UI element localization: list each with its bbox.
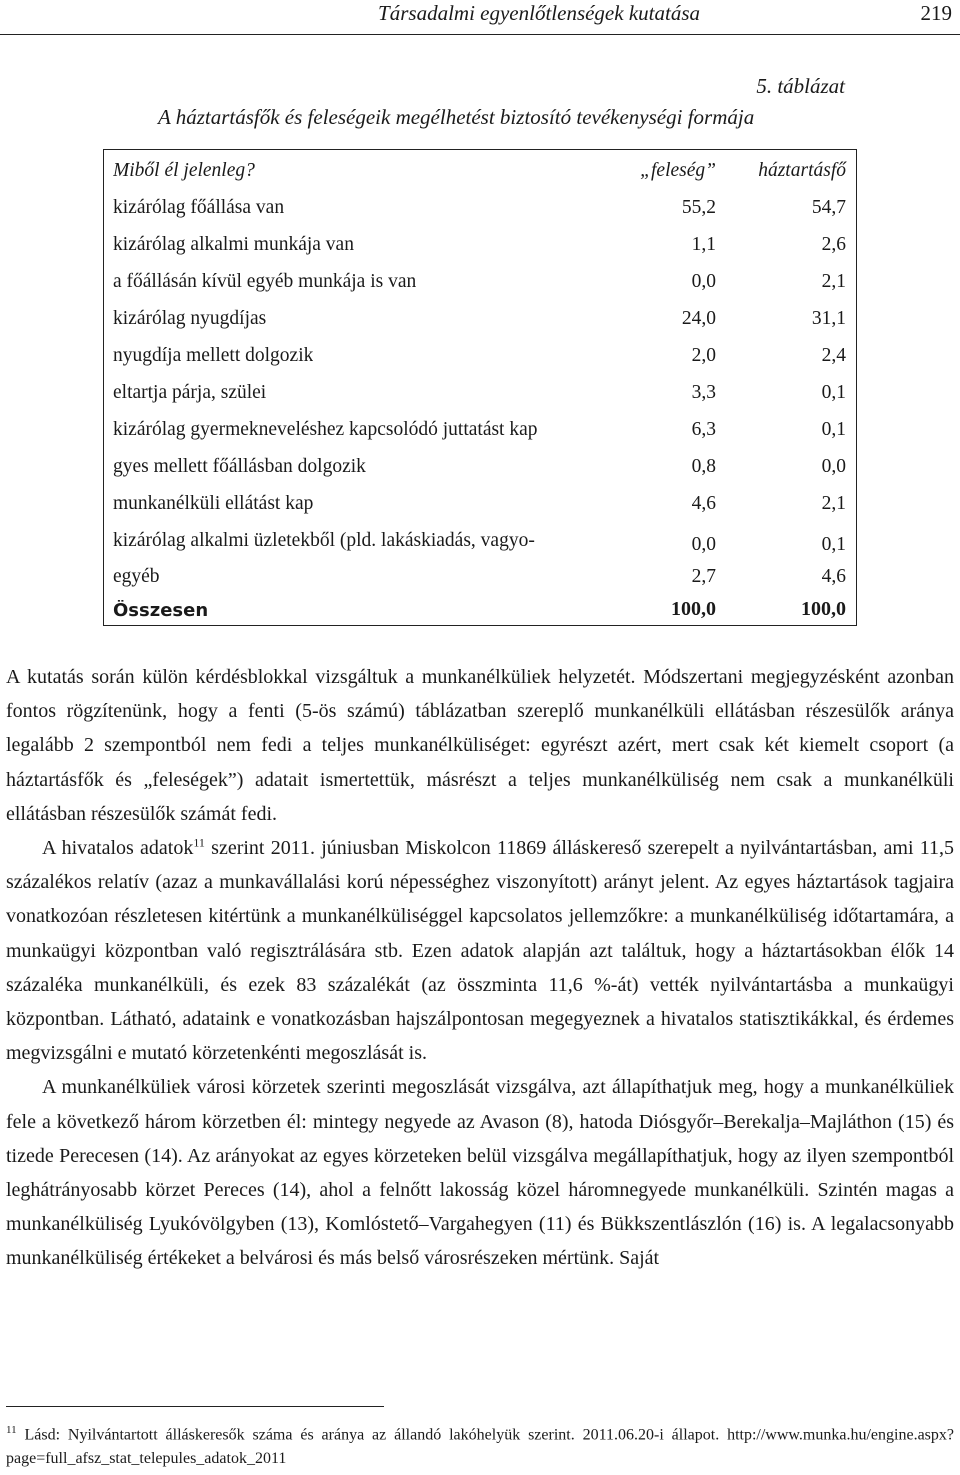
row-value-wife: 3,3: [691, 382, 716, 403]
row-value-wife: 2,7: [691, 566, 716, 587]
footnote-text: Lásd: Nyilvántartott álláskeresők száma és aránya az állandó lakóhelyük szerint. 2011.06.20-i állapot. http://www.munka.hu/engine.aspx?page=full_afsz_stat_telepules_adatok_2011: [6, 1426, 954, 1468]
row-value-head: 0,1: [821, 382, 846, 403]
row-label: a főállásán kívül egyéb munkája is van: [113, 271, 417, 292]
row-value-wife: 55,2: [681, 197, 716, 218]
total-value-wife: 100,0: [671, 598, 716, 620]
row-label: kizárólag főállása van: [113, 197, 285, 218]
table-row: [104, 487, 856, 523]
table-row: [104, 376, 856, 412]
total-value-head: 100,0: [801, 598, 846, 620]
table-title: A háztartásfők és feleségeik megélhetést biztosító tevékenységi formája: [158, 105, 755, 129]
row-value-head: 2,1: [821, 493, 846, 514]
running-header: [0, 0, 960, 35]
row-value-wife: 24,0: [681, 308, 716, 329]
footnote: [6, 1418, 954, 1471]
data-table: [103, 149, 857, 626]
paragraph-text: A hivatalos adatok: [42, 837, 194, 860]
footnote-divider: [6, 1406, 384, 1407]
table-row: [104, 413, 856, 449]
row-value-wife: 0,0: [691, 534, 716, 555]
row-value-wife: 0,0: [691, 271, 716, 292]
table-row: [104, 265, 856, 301]
row-value-head: 31,1: [811, 308, 846, 329]
row-label: munkanélküli ellátást kap: [113, 493, 314, 514]
table-row: [104, 339, 856, 375]
paragraph: A kutatás során külön kérdésblokkal vizsgáltuk a munkanélküliek helyzetét. Módszertani megjegyzésként azonban fontos rögzítenünk, hogy a fenti (5-ös számú) táblázatban szereplő munkanélküli ellátásban részesülők aránya legalább 2 szempontból nem fedi a teljes munkanélküliséget: egyrészt azért, mert csak két kiemelt csoport (a háztartásfők és „feleségek”) adatait ismertettük, másrészt a teljes munkanélküliség nem csak a munkanélküli ellátásban részesülők számát fedi.: [6, 666, 954, 825]
row-value-wife: 1,1: [691, 234, 716, 255]
footnote-number: 11: [6, 1424, 17, 1436]
row-value-wife: 4,6: [691, 493, 716, 514]
table-header-row: [104, 154, 856, 190]
row-value-head: 2,4: [821, 345, 846, 366]
paragraph: [6, 831, 954, 1070]
paragraph: A munkanélküliek városi körzetek szerinti megoszlását vizsgálva, azt állapíthatjuk meg, hogy a munkanélküliek fele a következő három körzetben él: mintegy negyede az Avason (8), hatoda Diósgyőr–Berekalja–Majláthon (15) és tizede Perecesen (14). Az arányokat az egyes körzeteken belül vizsgálva megállapíthatjuk, hogy az ilyen szempontból leghátrányosabb körzet Pereces (14), ahol a felnőtt lakosság közel háromnegyede munkanélküli. Szintén magas a munkanélküliség Lyukóvölgyben (13), Komlóstető–Vargahegyen (11) és Bükkszentlászlón (16) is. A legalacsonyabb munkanélküliség értékeket a belvárosi és más belső városrészeken mértünk. Saját: [6, 1076, 954, 1270]
row-label: kizárólag nyugdíjas: [113, 308, 267, 329]
table-number: 5. táblázat: [756, 74, 845, 98]
row-label: egyéb: [113, 566, 160, 587]
table-total-row: [104, 592, 856, 628]
column-header-label: Miből él jelenleg?: [113, 160, 255, 181]
table-row: [104, 524, 856, 560]
row-label: gyes mellett főállásban dolgozik: [113, 456, 366, 477]
column-header-head: háztartásfő: [758, 160, 846, 181]
body-text: [6, 660, 954, 1276]
row-label: kizárólag alkalmi munkája van: [113, 234, 354, 255]
row-value-wife: 0,8: [691, 456, 716, 477]
row-label: kizárólag alkalmi üzletekből (pld. lakáskiadás, vagyo-: [113, 530, 535, 551]
row-value-wife: 2,0: [691, 345, 716, 366]
row-label: eltartja párja, szülei: [113, 382, 267, 403]
row-value-head: 4,6: [821, 566, 846, 587]
total-label: Összesen: [113, 600, 209, 621]
row-value-head: 0,1: [821, 534, 846, 555]
row-label: nyugdíja mellett dolgozik: [113, 345, 314, 366]
table-row: [104, 191, 856, 227]
table-row: [104, 228, 856, 264]
row-value-head: 2,6: [821, 234, 846, 255]
row-value-head: 0,1: [821, 419, 846, 440]
row-label: kizárólag gyermekneveléshez kapcsolódó juttatást kap: [113, 419, 538, 440]
row-value-head: 0,0: [821, 456, 846, 477]
column-header-wife: „feleség”: [640, 160, 716, 181]
table-row: [104, 560, 856, 596]
row-value-head: 54,7: [811, 197, 846, 218]
table-row: [104, 302, 856, 338]
page-number: 219: [920, 1, 952, 25]
running-title: Társadalmi egyenlőtlenségek kutatása: [378, 1, 700, 25]
footnote-reference[interactable]: 11: [193, 835, 205, 850]
paragraph-text: szerint 2011. júniusban Miskolcon 11869 álláskereső szerepelt a nyilvántartásban, ami 11,5 százalékos relatív (azaz a munkavállalási korú népességhez viszonyított) arányt jelent. Az egyes háztartások tagjaira vonatkozóan részletesen kitértünk a munkanélküliséggel kapcsolatos jellemzőkre: a munkanélküliség időtartamára, a munkaügyi központban való regisztrálására stb. Ezen adatok alapján azt találtuk, hogy a háztartásokban élők 14 százaléka munkanélküli, és ezek 83 százalékát (az összminta 11,6 %-át) vették nyilvántartásba a munkaügyi központban. Látható, adataink e vonatkozásban hajszálpontosan megegyeznek a hivatalos statisztikákkal, és érdemes megvizsgálni e mutató körzetenkénti megoszlását is.: [6, 837, 955, 1065]
table-row: [104, 450, 856, 486]
row-value-head: 2,1: [821, 271, 846, 292]
row-value-wife: 6,3: [691, 419, 716, 440]
